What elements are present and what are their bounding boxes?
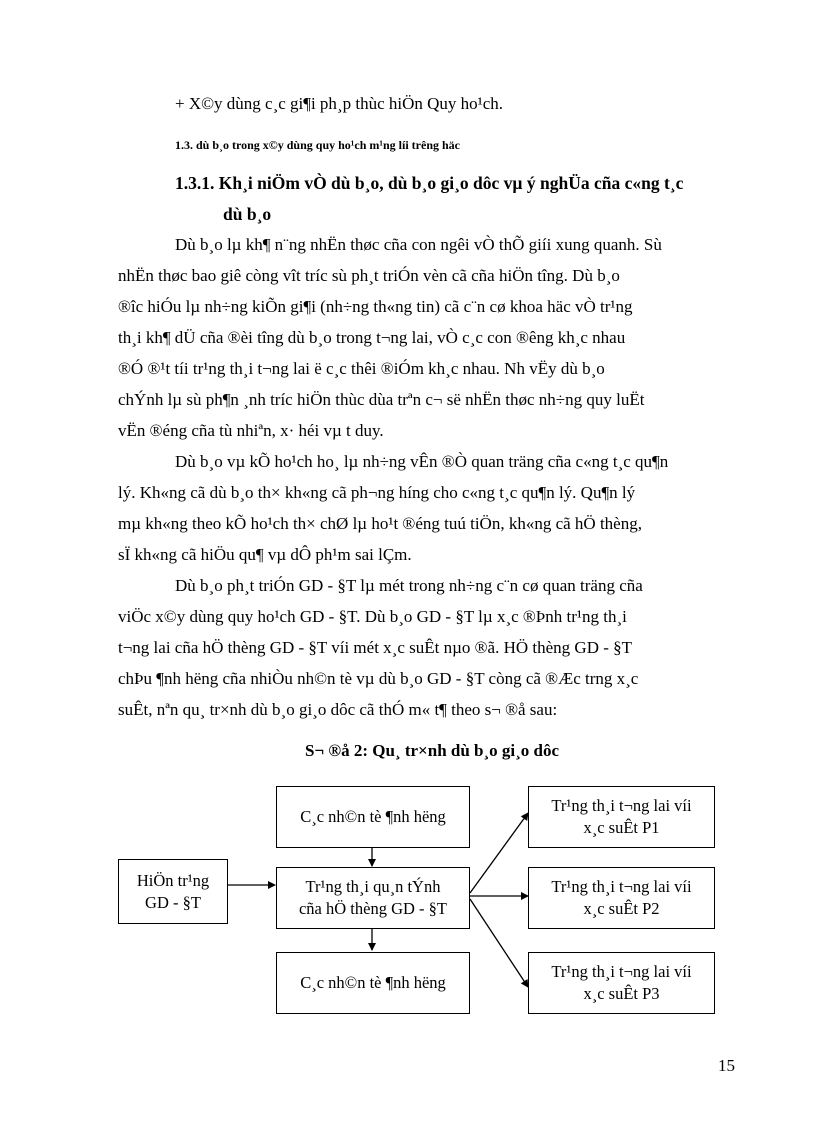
paragraph-1-line: th¸i kh¶ dÜ cña ®èi tîng dù b¸o trong t¬ng lai, vÒ c¸c con ®êng kh¸c nhau: [118, 328, 626, 347]
paragraph-2-line: mµ kh«ng theo kÕ ho¹ch th× chØ lµ ho¹t ®éng tuú tiÖn, kh«ng cã hÖ thèng,: [118, 514, 642, 533]
future-state-line: x¸c suÊt P1: [583, 818, 660, 837]
section-heading-1-3-1: 1.3.1. Kh¸i niÖm vÒ dù b¸o, dù b¸o gi¸o dôc vµ ý nghÜa cña c«ng t¸c: [175, 173, 684, 193]
diagram-title: S¬ ®å 2: Qu¸ tr×nh dù b¸o gi¸o dôc: [305, 741, 560, 760]
future-state-line: Tr¹ng th¸i t¬ng lai víi: [551, 962, 692, 981]
factors-bottom-label: C¸c nh©n tè ¶nh hëng: [300, 973, 446, 992]
paragraph-3-line: t¬ng lai cña hÖ thèng GD - §T víi mét x¸c suÊt nµo ®ã. HÖ thèng GD - §T: [118, 638, 633, 657]
inertial-state-line: Tr¹ng th¸i qu¸n tÝnh: [305, 877, 441, 896]
future-state-line: Tr¹ng th¸i t¬ng lai víi: [551, 796, 692, 815]
paragraph-1-line: nhËn thøc bao giê còng vît tríc sù ph¸t triÓn vèn cã cña hiÖn tîng. Dù b¸o: [118, 266, 620, 285]
current-state-line: HiÖn tr¹ng: [136, 870, 210, 890]
future-state-line: x¸c suÊt P2: [583, 899, 660, 918]
future-state-line: Tr¹ng th¸i t¬ng lai víi: [551, 877, 692, 896]
paragraph-1-line: Dù b¸o lµ kh¶ n¨ng nhËn thøc cña con ngêi vÒ thÕ giíi xung quanh. Sù: [175, 235, 662, 254]
future-state-1-box: [528, 786, 715, 848]
current-state-box: [118, 859, 228, 924]
inertial-state-line: cña hÖ thèng GD - §T: [298, 899, 447, 918]
future-state-3-box: [528, 952, 715, 1014]
section-heading-1-3: 1.3. dù b¸o trong x©y dùng quy ho¹ch m¹ng líi trêng häc: [175, 138, 460, 152]
factors-top-box: [276, 786, 470, 848]
future-state-line: x¸c suÊt P3: [583, 984, 660, 1003]
paragraph-1-line: ®Ó ®¹t tíi tr¹ng th¸i t¬ng lai ë c¸c thêi ®iÓm kh¸c nhau. Nh vËy dù b¸o: [118, 359, 605, 378]
arrow-state-to-future-1: [470, 813, 528, 893]
factors-bottom-box: [276, 952, 470, 1014]
paragraph-2-line: lý. Kh«ng cã dù b¸o th× kh«ng cã ph¬ng híng cho c«ng t¸c qu¶n lý. Qu¶n lý: [118, 483, 636, 502]
bullet-line: + X©y dùng c¸c gi¶i ph¸p thùc hiÖn Quy ho¹ch.: [175, 94, 504, 113]
factors-top-label: C¸c nh©n tè ¶nh hëng: [300, 807, 446, 826]
paragraph-2-line: Dù b¸o vµ kÕ ho¹ch ho¸ lµ nh÷ng vÊn ®Ò quan träng cña c«ng t¸c qu¶n: [175, 452, 669, 471]
paragraph-1-line: chÝnh lµ sù ph¶n ¸nh tríc hiÖn thùc dùa trªn c¬ së nhËn thøc nh÷ng quy luËt: [118, 390, 645, 409]
paragraph-1-line: vËn ®éng cña tù nhiªn, x· héi vµ t duy.: [118, 421, 384, 440]
paragraph-3-line: Dù b¸o ph¸t triÓn GD - §T lµ mét trong nh÷ng c¨n cø quan träng cña: [175, 576, 643, 595]
future-state-2-box: [528, 867, 715, 929]
paragraph-3-line: chÞu ¶nh hëng cña nhiÒu nh©n tè vµ dù b¸o GD - §T còng cã ®Æc trng x¸c: [118, 669, 639, 688]
inertial-state-box: [276, 867, 470, 929]
paragraph-3-line: suÊt, nªn qu¸ tr×nh dù b¸o gi¸o dôc cã thÓ m« t¶ theo s¬ ®å sau:: [118, 700, 558, 719]
current-state-line: GD - §T: [145, 892, 201, 912]
paragraph-3-line: viÖc x©y dùng quy ho¹ch GD - §T. Dù b¸o GD - §T lµ x¸c ®Þnh tr¹ng th¸i: [118, 607, 627, 626]
paragraph-2-line: sÏ kh«ng cã hiÖu qu¶ vµ dÔ ph¹m sai lÇm.: [118, 545, 412, 564]
page-number: 15: [718, 1056, 735, 1075]
paragraph-1-line: ®îc hiÓu lµ nh÷ng kiÕn gi¶i (nh÷ng th«ng tin) cã c¨n cø khoa häc vÒ tr¹ng: [118, 297, 633, 316]
section-heading-1-3-1-cont: dù b¸o: [223, 204, 272, 224]
arrow-state-to-future-3: [470, 899, 528, 987]
